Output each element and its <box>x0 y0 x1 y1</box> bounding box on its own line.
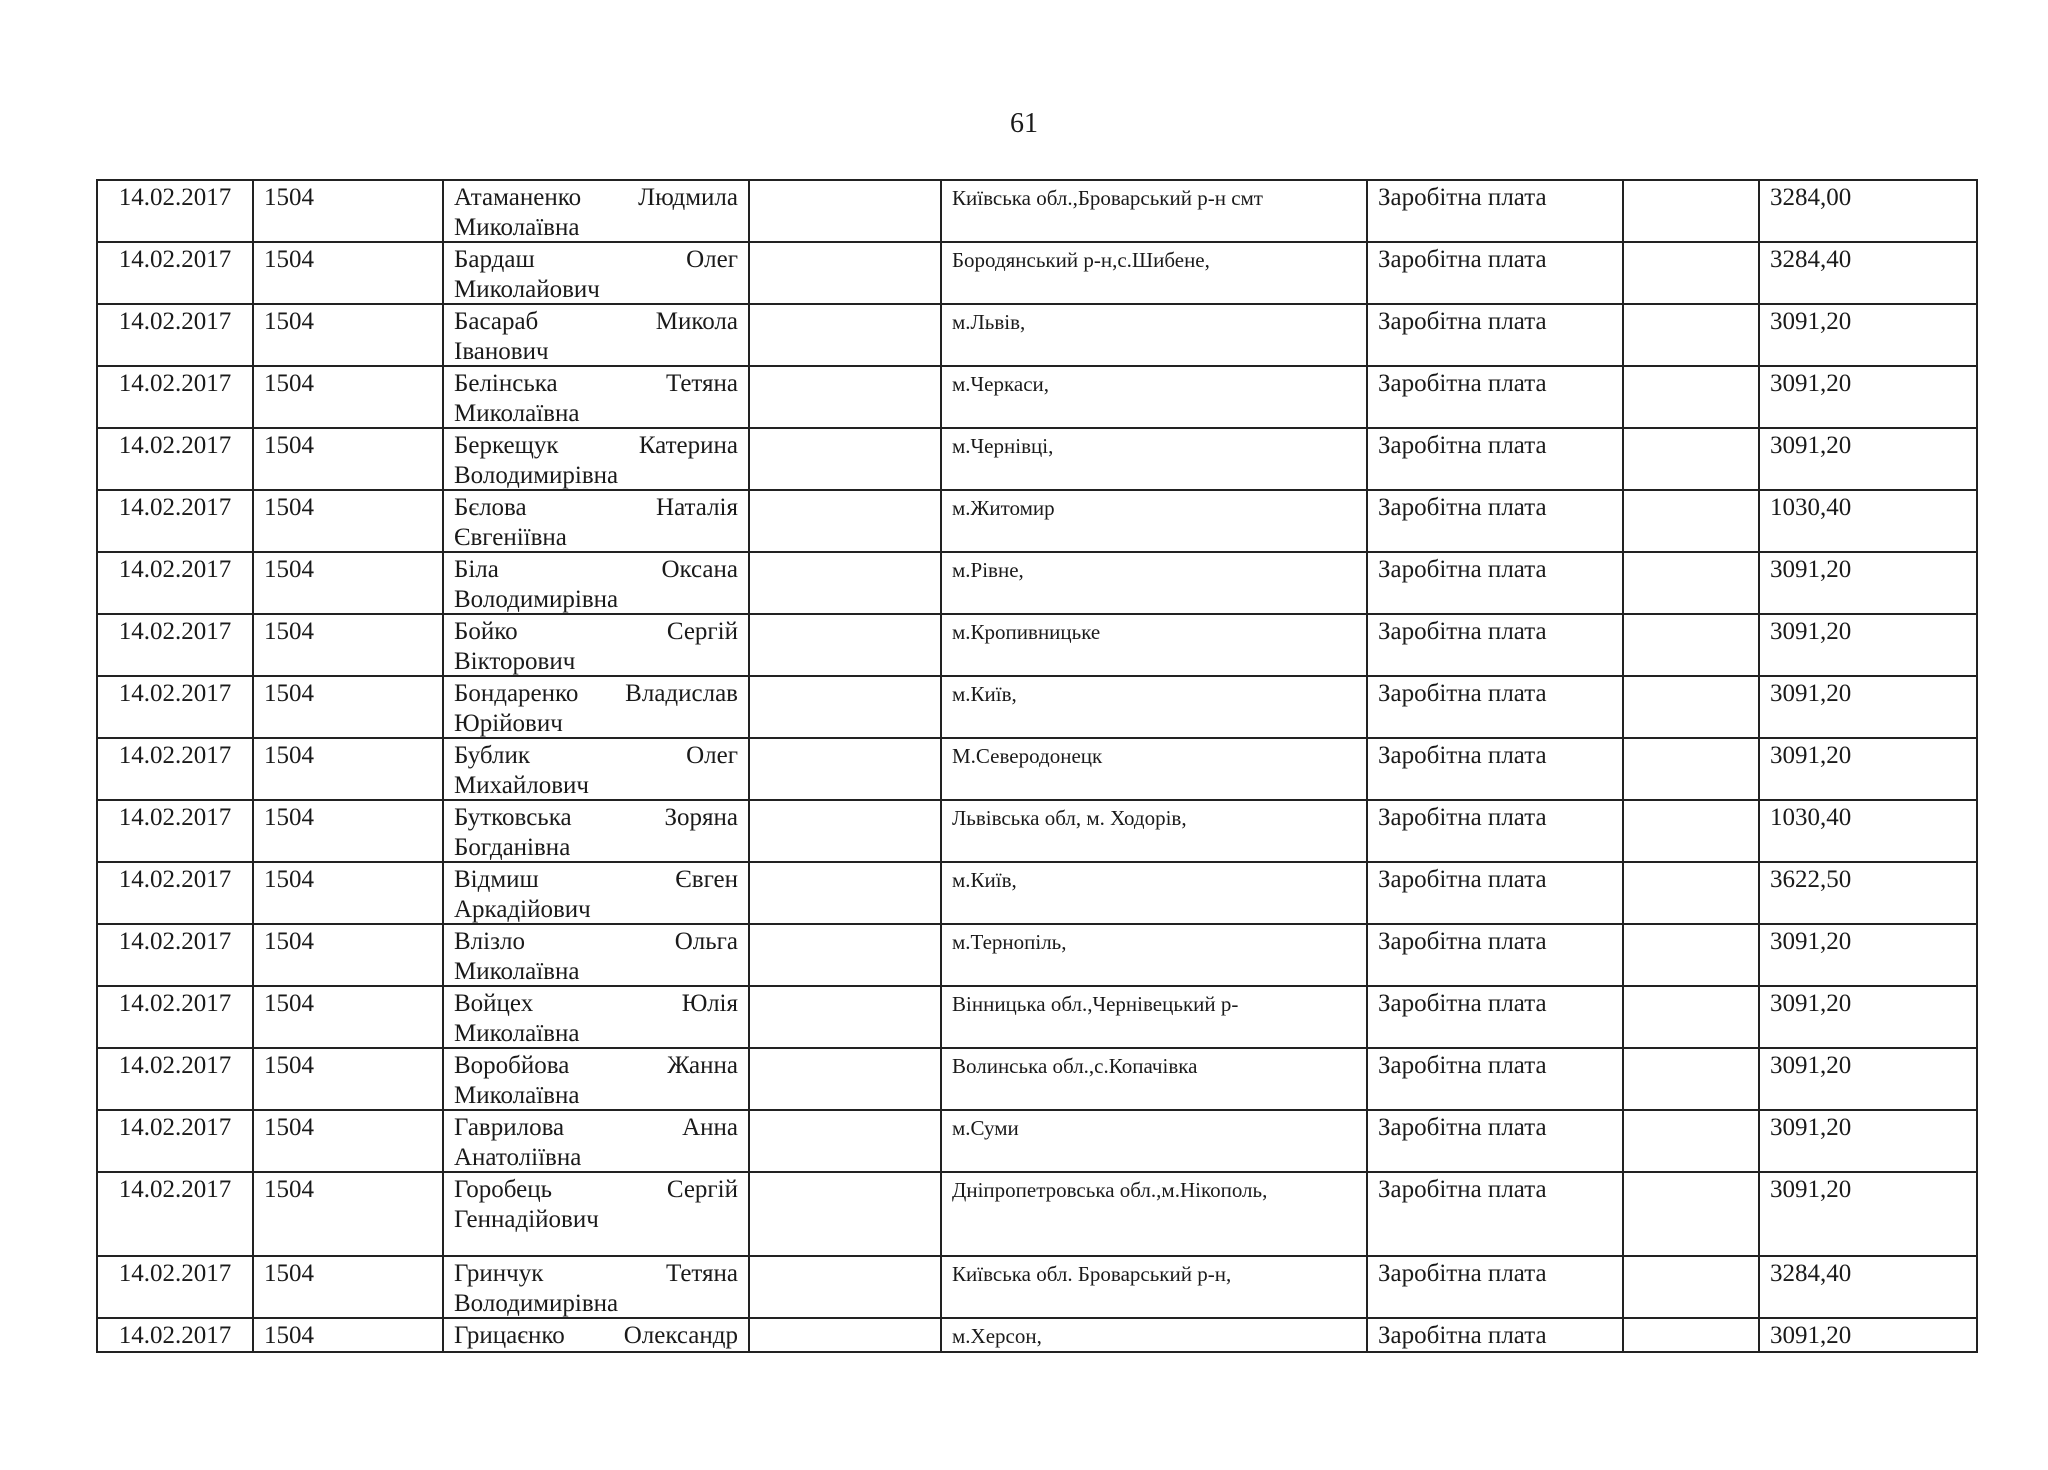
code-cell: 1504 <box>254 1257 444 1317</box>
payment-type-cell: Заробітна плата <box>1368 863 1624 923</box>
surname: Атаманенко <box>454 184 582 211</box>
date-cell: 14.02.2017 <box>98 1049 254 1109</box>
blank-gap-cell <box>750 1173 940 1255</box>
code-cell: 1504 <box>254 801 444 861</box>
code-cell: 1504 <box>254 925 444 985</box>
table-row <box>98 863 1978 925</box>
name-cell <box>444 677 750 737</box>
name-line-2: Вікторович <box>454 648 576 675</box>
blank-gap-cell <box>750 1257 940 1317</box>
name-line-1 <box>454 803 738 833</box>
empty-cell <box>1624 1111 1760 1171</box>
code-cell: 1504 <box>254 677 444 737</box>
amount-cell: 3091,20 <box>1760 367 1978 427</box>
given-name: Тетяна <box>666 370 738 397</box>
address-cell: м.Черкаси, <box>940 367 1368 427</box>
date-cell: 14.02.2017 <box>98 739 254 799</box>
given-name: Сергій <box>666 618 738 645</box>
table-row <box>98 801 1978 863</box>
surname: Белінська <box>454 370 558 397</box>
name-line-1 <box>454 245 738 275</box>
address-cell: м.Київ, <box>940 677 1368 737</box>
payment-type-cell: Заробітна плата <box>1368 739 1624 799</box>
surname: Бєлова <box>454 494 527 521</box>
address-cell: Бородянський р-н,с.Шибене, <box>940 243 1368 303</box>
empty-cell <box>1624 863 1760 923</box>
payments-table <box>96 179 1978 1353</box>
given-name: Владислав <box>625 680 738 707</box>
name-line-1 <box>454 555 738 585</box>
name-line-1 <box>454 1051 738 1081</box>
name-cell <box>444 181 750 241</box>
amount-cell: 3091,20 <box>1760 1111 1978 1171</box>
empty-cell <box>1624 429 1760 489</box>
given-name: Тетяна <box>666 1260 738 1287</box>
name-line-1 <box>454 1113 738 1143</box>
payment-type-cell: Заробітна плата <box>1368 1257 1624 1317</box>
code-cell: 1504 <box>254 1319 444 1351</box>
given-name: Юлія <box>681 990 738 1017</box>
table-row <box>98 677 1978 739</box>
address-cell: Волинська обл.,с.Копачівка <box>940 1049 1368 1109</box>
name-line-2: Миколаївна <box>454 214 580 241</box>
name-line-1 <box>454 741 738 771</box>
name-line-2: Миколаївна <box>454 958 580 985</box>
code-cell: 1504 <box>254 1049 444 1109</box>
amount-cell: 3091,20 <box>1760 1173 1978 1255</box>
name-line-1 <box>454 679 738 709</box>
amount-cell: 3091,20 <box>1760 739 1978 799</box>
blank-gap-cell <box>750 987 940 1047</box>
address-cell: м.Чернівці, <box>940 429 1368 489</box>
blank-gap-cell <box>750 1111 940 1171</box>
given-name: Катерина <box>638 432 738 459</box>
blank-gap-cell <box>750 553 940 613</box>
name-line-1 <box>454 493 738 523</box>
surname: Гринчук <box>454 1260 544 1287</box>
name-line-2: Володимирівна <box>454 1290 619 1317</box>
surname: Біла <box>454 556 499 583</box>
name-cell <box>444 1257 750 1317</box>
date-cell: 14.02.2017 <box>98 491 254 551</box>
name-line-1 <box>454 307 738 337</box>
address-cell: м.Кропивницьке <box>940 615 1368 675</box>
amount-cell: 1030,40 <box>1760 801 1978 861</box>
surname: Відмиш <box>454 866 539 893</box>
given-name: Людмила <box>638 184 738 211</box>
name-line-1 <box>454 369 738 399</box>
blank-gap-cell <box>750 739 940 799</box>
blank-gap-cell <box>750 677 940 737</box>
given-name: Оксана <box>661 556 738 583</box>
payment-type-cell: Заробітна плата <box>1368 305 1624 365</box>
surname: Бондаренко <box>454 680 579 707</box>
table-row <box>98 305 1978 367</box>
name-cell <box>444 1049 750 1109</box>
amount-cell: 1030,40 <box>1760 491 1978 551</box>
code-cell: 1504 <box>254 491 444 551</box>
surname: Бойко <box>454 618 518 645</box>
surname: Войцех <box>454 990 534 1017</box>
address-cell: м.Львів, <box>940 305 1368 365</box>
code-cell: 1504 <box>254 987 444 1047</box>
name-cell <box>444 1173 750 1255</box>
name-line-2: Миколаївна <box>454 400 580 427</box>
name-line-1 <box>454 1321 738 1351</box>
address-cell: м.Рівне, <box>940 553 1368 613</box>
given-name: Зоряна <box>664 804 738 831</box>
address-cell: м.Житомир <box>940 491 1368 551</box>
date-cell: 14.02.2017 <box>98 863 254 923</box>
name-line-2: Юрійович <box>454 710 563 737</box>
amount-cell: 3091,20 <box>1760 677 1978 737</box>
payment-type-cell: Заробітна плата <box>1368 243 1624 303</box>
page-number: 61 <box>1010 108 1038 139</box>
address-cell: М.Северодонецк <box>940 739 1368 799</box>
payment-type-cell: Заробітна плата <box>1368 1173 1624 1255</box>
date-cell: 14.02.2017 <box>98 1257 254 1317</box>
name-cell <box>444 739 750 799</box>
empty-cell <box>1624 181 1760 241</box>
blank-gap-cell <box>750 925 940 985</box>
empty-cell <box>1624 1173 1760 1255</box>
code-cell: 1504 <box>254 553 444 613</box>
table-row <box>98 739 1978 801</box>
blank-gap-cell <box>750 491 940 551</box>
date-cell: 14.02.2017 <box>98 677 254 737</box>
address-cell: м.Київ, <box>940 863 1368 923</box>
payment-type-cell: Заробітна плата <box>1368 1049 1624 1109</box>
table-row <box>98 1257 1978 1319</box>
payment-type-cell: Заробітна плата <box>1368 491 1624 551</box>
code-cell: 1504 <box>254 863 444 923</box>
code-cell: 1504 <box>254 305 444 365</box>
empty-cell <box>1624 615 1760 675</box>
name-line-1 <box>454 1175 738 1205</box>
surname: Горобець <box>454 1176 553 1203</box>
date-cell: 14.02.2017 <box>98 429 254 489</box>
amount-cell: 3091,20 <box>1760 429 1978 489</box>
code-cell: 1504 <box>254 429 444 489</box>
name-cell <box>444 615 750 675</box>
blank-gap-cell <box>750 429 940 489</box>
blank-gap-cell <box>750 801 940 861</box>
address-cell: Київська обл. Броварський р-н, <box>940 1257 1368 1317</box>
blank-gap-cell <box>750 181 940 241</box>
given-name: Олег <box>686 742 738 769</box>
amount-cell: 3091,20 <box>1760 987 1978 1047</box>
amount-cell: 3091,20 <box>1760 1319 1978 1351</box>
empty-cell <box>1624 305 1760 365</box>
payment-type-cell: Заробітна плата <box>1368 925 1624 985</box>
given-name: Ольга <box>674 928 738 955</box>
empty-cell <box>1624 801 1760 861</box>
name-line-1 <box>454 431 738 461</box>
name-line-2: Анатоліївна <box>454 1144 582 1171</box>
name-cell <box>444 429 750 489</box>
blank-gap-cell <box>750 863 940 923</box>
payment-type-cell: Заробітна плата <box>1368 429 1624 489</box>
name-cell <box>444 801 750 861</box>
address-cell: м.Суми <box>940 1111 1368 1171</box>
name-line-1 <box>454 1259 738 1289</box>
payment-type-cell: Заробітна плата <box>1368 677 1624 737</box>
surname: Басараб <box>454 308 539 335</box>
name-line-1 <box>454 183 738 213</box>
address-cell: Вінницька обл.,Чернівецький р- <box>940 987 1368 1047</box>
code-cell: 1504 <box>254 1173 444 1255</box>
name-line-1 <box>454 927 738 957</box>
surname: Грицаєнко <box>454 1322 565 1349</box>
table-row <box>98 615 1978 677</box>
blank-gap-cell <box>750 615 940 675</box>
empty-cell <box>1624 243 1760 303</box>
blank-gap-cell <box>750 1049 940 1109</box>
amount-cell: 3091,20 <box>1760 615 1978 675</box>
given-name: Олег <box>686 246 738 273</box>
surname: Бардаш <box>454 246 535 273</box>
amount-cell: 3091,20 <box>1760 1049 1978 1109</box>
surname: Гаврилова <box>454 1114 565 1141</box>
given-name: Євген <box>675 866 738 893</box>
given-name: Олександр <box>623 1322 738 1349</box>
code-cell: 1504 <box>254 739 444 799</box>
empty-cell <box>1624 677 1760 737</box>
amount-cell: 3622,50 <box>1760 863 1978 923</box>
amount-cell: 3091,20 <box>1760 305 1978 365</box>
payment-type-cell: Заробітна плата <box>1368 801 1624 861</box>
table-row <box>98 1173 1978 1257</box>
address-cell: Дніпропетровська обл.,м.Нікополь, <box>940 1173 1368 1255</box>
empty-cell <box>1624 739 1760 799</box>
empty-cell <box>1624 987 1760 1047</box>
payment-type-cell: Заробітна плата <box>1368 615 1624 675</box>
given-name: Наталія <box>656 494 738 521</box>
date-cell: 14.02.2017 <box>98 925 254 985</box>
name-line-2: Миколайович <box>454 276 600 303</box>
name-line-2: Володимирівна <box>454 586 619 613</box>
name-cell <box>444 553 750 613</box>
empty-cell <box>1624 1257 1760 1317</box>
name-line-2: Миколаївна <box>454 1020 580 1047</box>
address-cell: м.Херсон, <box>940 1319 1368 1351</box>
name-line-2: Михайлович <box>454 772 589 799</box>
given-name: Микола <box>655 308 738 335</box>
amount-cell: 3284,40 <box>1760 243 1978 303</box>
payment-type-cell: Заробітна плата <box>1368 553 1624 613</box>
empty-cell <box>1624 1319 1760 1351</box>
code-cell: 1504 <box>254 615 444 675</box>
date-cell: 14.02.2017 <box>98 305 254 365</box>
date-cell: 14.02.2017 <box>98 1319 254 1351</box>
payment-type-cell: Заробітна плата <box>1368 1111 1624 1171</box>
given-name: Анна <box>682 1114 738 1141</box>
table-row <box>98 925 1978 987</box>
empty-cell <box>1624 925 1760 985</box>
blank-gap-cell <box>750 305 940 365</box>
given-name: Сергій <box>666 1176 738 1203</box>
name-cell <box>444 243 750 303</box>
given-name: Жанна <box>667 1052 738 1079</box>
amount-cell: 3284,40 <box>1760 1257 1978 1317</box>
blank-gap-cell <box>750 1319 940 1351</box>
date-cell: 14.02.2017 <box>98 553 254 613</box>
blank-gap-cell <box>750 243 940 303</box>
amount-cell: 3091,20 <box>1760 553 1978 613</box>
name-cell <box>444 1111 750 1171</box>
surname: Бублик <box>454 742 531 769</box>
surname: Воробйова <box>454 1052 570 1079</box>
date-cell: 14.02.2017 <box>98 243 254 303</box>
table-row <box>98 1049 1978 1111</box>
code-cell: 1504 <box>254 367 444 427</box>
surname: Бутковська <box>454 804 572 831</box>
table-row <box>98 429 1978 491</box>
name-cell <box>444 367 750 427</box>
payment-type-cell: Заробітна плата <box>1368 181 1624 241</box>
name-cell <box>444 925 750 985</box>
name-cell <box>444 987 750 1047</box>
date-cell: 14.02.2017 <box>98 367 254 427</box>
name-line-2: Володимирівна <box>454 462 619 489</box>
name-line-2: Миколаївна <box>454 1082 580 1109</box>
name-line-2: Богданівна <box>454 834 571 861</box>
date-cell: 14.02.2017 <box>98 1111 254 1171</box>
table-row <box>98 553 1978 615</box>
address-cell: Київська обл.,Броварський р-н смт <box>940 181 1368 241</box>
table-row <box>98 181 1978 243</box>
name-cell <box>444 305 750 365</box>
name-line-2: Геннадійович <box>454 1206 599 1233</box>
date-cell: 14.02.2017 <box>98 801 254 861</box>
empty-cell <box>1624 367 1760 427</box>
code-cell: 1504 <box>254 243 444 303</box>
amount-cell: 3091,20 <box>1760 925 1978 985</box>
name-line-2: Євгеніївна <box>454 524 567 551</box>
payment-type-cell: Заробітна плата <box>1368 987 1624 1047</box>
code-cell: 1504 <box>254 181 444 241</box>
date-cell: 14.02.2017 <box>98 987 254 1047</box>
name-cell <box>444 1319 750 1351</box>
empty-cell <box>1624 553 1760 613</box>
empty-cell <box>1624 491 1760 551</box>
name-line-1 <box>454 989 738 1019</box>
date-cell: 14.02.2017 <box>98 1173 254 1255</box>
name-line-1 <box>454 865 738 895</box>
table-row <box>98 243 1978 305</box>
date-cell: 14.02.2017 <box>98 181 254 241</box>
code-cell: 1504 <box>254 1111 444 1171</box>
address-cell: м.Тернопіль, <box>940 925 1368 985</box>
empty-cell <box>1624 1049 1760 1109</box>
name-line-1 <box>454 617 738 647</box>
name-line-2: Аркадійович <box>454 896 591 923</box>
table-row <box>98 987 1978 1049</box>
name-cell <box>444 863 750 923</box>
name-line-2: Іванович <box>454 338 549 365</box>
table-row <box>98 1319 1978 1353</box>
surname: Влізло <box>454 928 525 955</box>
surname: Беркещук <box>454 432 559 459</box>
amount-cell: 3284,00 <box>1760 181 1978 241</box>
date-cell: 14.02.2017 <box>98 615 254 675</box>
name-cell <box>444 491 750 551</box>
table-row <box>98 1111 1978 1173</box>
table-row <box>98 367 1978 429</box>
address-cell: Львівська обл, м. Ходорів, <box>940 801 1368 861</box>
payment-type-cell: Заробітна плата <box>1368 1319 1624 1351</box>
table-row <box>98 491 1978 553</box>
blank-gap-cell <box>750 367 940 427</box>
payment-type-cell: Заробітна плата <box>1368 367 1624 427</box>
